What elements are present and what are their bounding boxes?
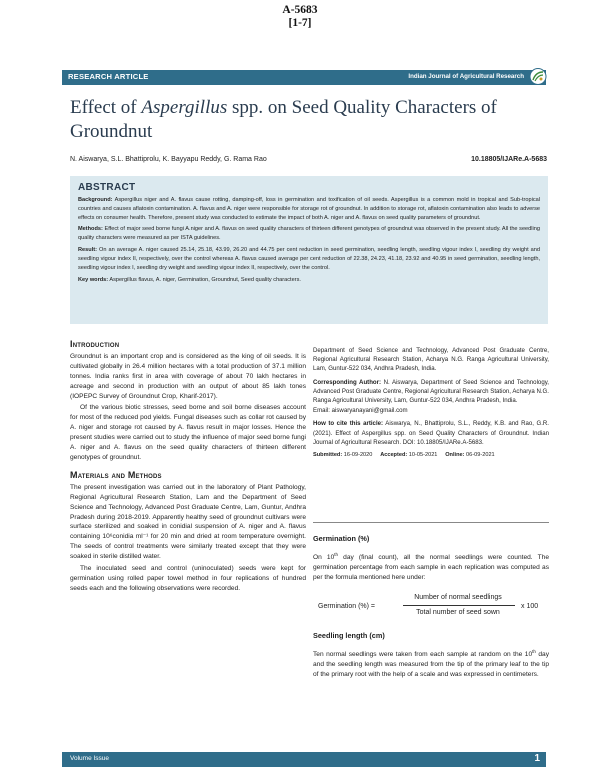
- seedling-length-text: Ten normal seedlings were taken from each sample at random on the 10th day and the seedling length was measured from the tip of the primary leaf to the tip of the primary root with the help of a scale and was expressed in centimeters.: [313, 648, 550, 678]
- doi: 10.18805/IJARe.A-5683: [471, 156, 547, 163]
- journal-logo-icon: [528, 66, 548, 87]
- formula-lhs: Germination (%) =: [318, 603, 375, 610]
- abstract-methods: Methods: Effect of major seed borne fungi A.niger and A. flavus on seed quality characters of thirteen different genotypes of groundnut was observed in the present study. All the seedling quality characters were measured as per ISTA guidelines.: [78, 226, 540, 242]
- abstract-keywords: Key words: Aspergillus flavus, A. niger, Germination, Groundnut, Seed quality characters.: [78, 277, 301, 284]
- citation: How to cite this article: Aiswarya, N., Bhattiprolu, S.L., Reddy, K.B. and Rao, G.R. (2021). Effect of Aspergillus spp. on Seed Quality Characters of Groundnut. Indian Journal of Agricultural Research. DOI: 10.18805/IJARe.A-5683.: [313, 420, 549, 446]
- affiliation: Department of Seed Science and Technology, Advanced Post Graduate Centre, Regional Agricultural Research Station, Acharya N.G. Ranga Agricultural University, Lam, Guntur-522 034, Andhra Pradesh, India.: [313, 347, 549, 373]
- dates: Submitted: 16-09-2020 Accepted: 10-05-2021 Online: 06-09-2021: [313, 452, 495, 459]
- abstract-box: [70, 176, 548, 324]
- email-link[interactable]: aiswaryanayani@gmail.com: [331, 407, 408, 415]
- article-type: RESEARCH ARTICLE: [68, 72, 149, 81]
- article-info: [313, 346, 549, 464]
- article-code: A-5683: [282, 4, 318, 16]
- methods-paragraph-2: The inoculated seed and control (uninoculated) seeds were kept for germination using rolled paper towel method in four replications of hundred seeds each and the following observations were recorded.: [70, 565, 306, 592]
- germination-heading: Germination (%): [313, 534, 370, 543]
- info-divider: [313, 522, 549, 523]
- left-column: [70, 340, 306, 596]
- volume-issue: Volume Issue: [70, 755, 110, 762]
- formula-multiplier: x 100: [521, 603, 539, 610]
- fraction-bar: [403, 605, 515, 606]
- right-column: [313, 534, 549, 585]
- page-range: [1-7]: [288, 17, 312, 29]
- introduction-paragraph-2: Of the various biotic stresses, seed borne and soil borne diseases account for most of the reduced pod yields. Fungal diseases such as collar rot caused by A. niger and storage rot caused by A. flavus result in major losses. Hence the present studies were carried out to study the influence of major seed borne fungi A. niger and A. flavus on the seed quality characters of thirteen different genotypes of groundnut.: [70, 404, 306, 461]
- email-line: Email: aiswaryanayani@gmail.com: [313, 407, 408, 415]
- corresponding-author: Corresponding Author: N. Aiswarya, Department of Seed Science and Technology, Advanced Post Graduate Centre, Regional Agricultural Research Station, Acharya N.G. Ranga Agricultural University, Lam, Guntur-522 034, Andhra Pradesh, India.: [313, 378, 549, 405]
- introduction-paragraph-1: Groundnut is an important crop and is considered as the king of oil seeds. It is cultivated globally in 26.4 million hectares with a total production of 37.1 million tonnes. India ranks first in area with coverage of about 70 lakh hectares in acreage and second in production with an output of about 85 lakh tones (IOPEPC Survey of Groundnut Crop, Kharif-2017).: [70, 352, 306, 400]
- page-number: 1: [534, 753, 540, 764]
- seedling-length-section: [313, 631, 549, 682]
- abstract-background: Background: Aspergillus niger and A. flavus cause rotting, damping-off, loss in germination and toxification of oil seeds. Aspergillus is a common mold in tropical and Sub-tropical countries and causes aflatoxin contamination. A. flavus and A. niger were responsible for storage rot of groundnut. In addition to storage rot, aflatoxin contamination also leads to adverse effects on consumer health. Therefore, present study was conducted to estimate the impact of both A. niger and A. flavus on seed quality parameters of groundnut.: [78, 197, 540, 221]
- abstract-result: Result: On an average A. niger caused 25.14, 25.18, 43.99, 26.20 and 44.75 per cent reduction in seed germination, seedling length, seedling vigour index I, seedling dry weight and seedling vigour index II, respectively, over the control whereas A. flavus caused average per cent reduction of 22.38, 24.23, 41.18, 23.92 and 40.95 in seed germination, seedling length, seedling vigour index I, seedling dry weight and seedling vigour index II, respectively, over the control.: [78, 246, 541, 271]
- page-footer: [62, 752, 546, 767]
- seedling-length-heading: Seedling length (cm): [313, 631, 385, 640]
- methods-heading: Materials and Methods: [70, 469, 162, 480]
- article-banner: [62, 70, 546, 85]
- formula-denominator: Total number of seed sown: [416, 609, 500, 616]
- article-title: Effect of Aspergillus spp. on Seed Quality Characters of Groundnut: [70, 97, 497, 142]
- formula-numerator: Number of normal seedlings: [414, 594, 502, 601]
- methods-paragraph-1: The present investigation was carried out in the laboratory of Plant Pathology, Regional Agricultural Research Station, Lam and the Department of Seed Science and Technology, Advanced Post Graduate Centre, Lam, Guntur, Andhra Pradesh during 2018-2019. Apparently healthy seed of groundnut cultivars were surface sterilized and soaked in conidial suspension of A. niger and A. flavus containing 10⁶conidia ml⁻¹ for 20 min and dried at room temperature overnight. The seeds of control treatments were similarly treated except that they were soaked in sterile distilled water.: [70, 483, 306, 561]
- introduction-heading: Introduction: [70, 339, 120, 349]
- germination-text: On 10th day (final count), all the normal seedlings were counted. The germination percentage from each sample in each replication was computed as per the formula mentioned here under:: [313, 551, 549, 581]
- abstract-heading: ABSTRACT: [78, 182, 136, 193]
- journal-name: Indian Journal of Agricultural Research: [408, 73, 524, 80]
- author-list: N. Aiswarya, S.L. Bhattiprolu, K. Bayyapu Reddy, G. Rama Rao: [70, 156, 267, 163]
- germination-formula: [318, 592, 548, 626]
